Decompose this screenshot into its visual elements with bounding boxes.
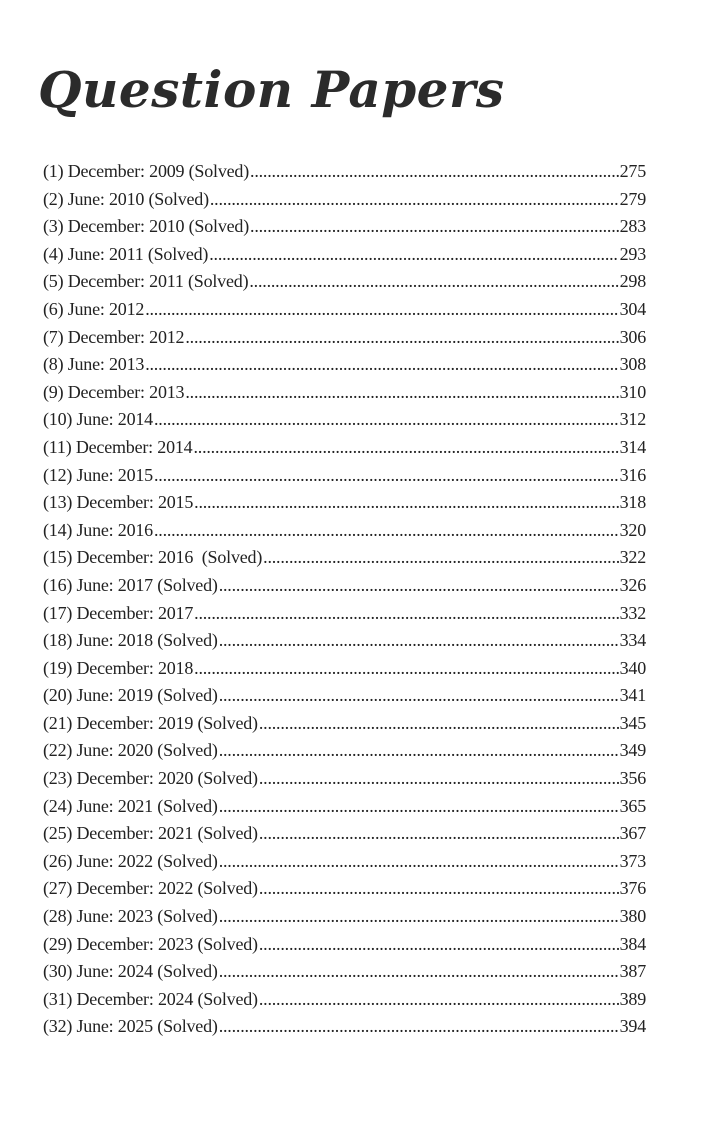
toc-entry bbox=[43, 627, 646, 655]
toc-entry-label: (6) June: 2012 bbox=[43, 298, 145, 319]
dot-leader bbox=[219, 627, 619, 655]
toc-entry-label: (29) December: 2023 (Solved) bbox=[43, 933, 258, 954]
toc-entry-page-number: 367 bbox=[619, 823, 646, 844]
toc-entry bbox=[43, 903, 646, 931]
toc-entry-page-number: 356 bbox=[619, 768, 646, 789]
toc-entry-label: (15) December: 2016 (Solved) bbox=[43, 547, 263, 568]
toc-entry-label: (25) December: 2021 (Solved) bbox=[43, 823, 258, 844]
table-of-contents bbox=[43, 158, 646, 1041]
toc-entry bbox=[43, 241, 646, 269]
toc-entry bbox=[43, 186, 646, 214]
toc-entry-page-number: 340 bbox=[619, 657, 646, 678]
dot-leader bbox=[259, 820, 619, 848]
toc-entry bbox=[43, 986, 646, 1014]
toc-entry-label: (1) December: 2009 (Solved) bbox=[43, 161, 250, 181]
toc-entry bbox=[43, 517, 646, 545]
toc-entry-page-number: 306 bbox=[619, 326, 646, 347]
toc-entry bbox=[43, 682, 646, 710]
toc-entry-label: (5) December: 2011 (Solved) bbox=[43, 271, 249, 292]
toc-entry-page-number: 334 bbox=[619, 630, 646, 651]
toc-entry-page-number: 376 bbox=[619, 878, 646, 899]
dot-leader bbox=[259, 765, 619, 793]
toc-entry bbox=[43, 434, 646, 462]
dot-leader bbox=[249, 268, 618, 296]
toc-entry bbox=[43, 296, 646, 324]
dot-leader bbox=[194, 655, 618, 683]
dot-leader bbox=[154, 462, 619, 490]
toc-entry-label: (17) December: 2017 bbox=[43, 602, 194, 623]
toc-entry-label: (22) June: 2020 (Solved) bbox=[43, 740, 218, 761]
toc-entry-label: (31) December: 2024 (Solved) bbox=[43, 988, 258, 1009]
dot-leader bbox=[185, 379, 618, 407]
dot-leader bbox=[219, 903, 619, 931]
toc-entry-page-number: 332 bbox=[619, 602, 646, 623]
dot-leader bbox=[185, 324, 618, 352]
toc-entry-page-number: 349 bbox=[619, 740, 646, 761]
toc-entry-page-number: 389 bbox=[619, 988, 646, 1009]
toc-entry-label: (26) June: 2022 (Solved) bbox=[43, 850, 218, 871]
toc-entry bbox=[43, 655, 646, 683]
toc-entry bbox=[43, 572, 646, 600]
toc-entry-page-number: 380 bbox=[619, 906, 646, 927]
dot-leader bbox=[259, 986, 619, 1014]
toc-entry-page-number: 387 bbox=[619, 961, 646, 982]
toc-entry-page-number: 312 bbox=[619, 409, 646, 430]
toc-entry bbox=[43, 958, 646, 986]
toc-entry-page-number: 345 bbox=[619, 712, 646, 733]
toc-entry-page-number: 394 bbox=[619, 1016, 646, 1037]
dot-leader bbox=[259, 875, 619, 903]
dot-leader bbox=[145, 351, 618, 379]
toc-entry-page-number: 293 bbox=[619, 243, 646, 264]
toc-entry-label: (30) June: 2024 (Solved) bbox=[43, 961, 218, 982]
dot-leader bbox=[145, 296, 618, 324]
toc-entry-label: (13) December: 2015 bbox=[43, 492, 194, 513]
toc-entry-page-number: 341 bbox=[619, 685, 646, 706]
dot-leader bbox=[250, 158, 619, 186]
toc-entry bbox=[43, 351, 646, 379]
toc-entry bbox=[43, 737, 646, 765]
toc-entry bbox=[43, 379, 646, 407]
toc-entry bbox=[43, 213, 646, 241]
dot-leader bbox=[154, 406, 619, 434]
toc-entry bbox=[43, 324, 646, 352]
toc-entry bbox=[43, 1013, 646, 1041]
dot-leader bbox=[219, 737, 619, 765]
toc-entry-label: (32) June: 2025 (Solved) bbox=[43, 1016, 218, 1037]
toc-entry-label: (14) June: 2016 bbox=[43, 519, 153, 540]
dot-leader bbox=[219, 793, 619, 821]
page-title: Question Papers bbox=[38, 60, 505, 119]
toc-entry bbox=[43, 820, 646, 848]
toc-entry-label: (23) December: 2020 (Solved) bbox=[43, 768, 258, 789]
toc-entry-page-number: 326 bbox=[619, 574, 646, 595]
toc-entry-page-number: 320 bbox=[619, 519, 646, 540]
toc-entry-page-number: 310 bbox=[619, 381, 646, 402]
toc-entry-label: (27) December: 2022 (Solved) bbox=[43, 878, 258, 899]
dot-leader bbox=[263, 544, 618, 572]
toc-entry-label: (3) December: 2010 (Solved) bbox=[43, 216, 250, 237]
toc-entry-page-number: 373 bbox=[619, 850, 646, 871]
toc-entry-label: (4) June: 2011 (Solved) bbox=[43, 243, 209, 264]
toc-entry-label: (28) June: 2023 (Solved) bbox=[43, 906, 218, 927]
toc-entry bbox=[43, 848, 646, 876]
dot-leader bbox=[219, 572, 619, 600]
toc-entry-page-number: 275 bbox=[619, 161, 646, 181]
toc-entry bbox=[43, 544, 646, 572]
dot-leader bbox=[259, 710, 619, 738]
dot-leader bbox=[219, 1013, 619, 1041]
dot-leader bbox=[154, 517, 619, 545]
dot-leader bbox=[219, 848, 619, 876]
toc-entry-page-number: 318 bbox=[619, 492, 646, 513]
dot-leader bbox=[194, 600, 618, 628]
dot-leader bbox=[219, 958, 619, 986]
toc-entry-label: (2) June: 2010 (Solved) bbox=[43, 188, 209, 209]
toc-entry-page-number: 365 bbox=[619, 795, 646, 816]
toc-entry-label: (12) June: 2015 bbox=[43, 464, 153, 485]
dot-leader bbox=[259, 931, 619, 959]
toc-entry-page-number: 308 bbox=[619, 354, 646, 375]
dot-leader bbox=[209, 241, 618, 269]
dot-leader bbox=[250, 213, 619, 241]
toc-entry bbox=[43, 875, 646, 903]
toc-entry-label: (24) June: 2021 (Solved) bbox=[43, 795, 218, 816]
toc-entry-label: (21) December: 2019 (Solved) bbox=[43, 712, 258, 733]
dot-leader bbox=[210, 186, 619, 214]
toc-entry-page-number: 384 bbox=[619, 933, 646, 954]
toc-entry bbox=[43, 462, 646, 490]
toc-entry-label: (10) June: 2014 bbox=[43, 409, 153, 430]
toc-entry bbox=[43, 793, 646, 821]
toc-entry bbox=[43, 765, 646, 793]
toc-entry bbox=[43, 158, 646, 186]
toc-entry-label: (19) December: 2018 bbox=[43, 657, 194, 678]
dot-leader bbox=[194, 489, 618, 517]
toc-entry-label: (8) June: 2013 bbox=[43, 354, 145, 375]
toc-entry-page-number: 298 bbox=[619, 271, 646, 292]
toc-entry-page-number: 322 bbox=[619, 547, 646, 568]
toc-entry-page-number: 283 bbox=[619, 216, 646, 237]
toc-entry-label: (9) December: 2013 bbox=[43, 381, 185, 402]
toc-entry-label: (18) June: 2018 (Solved) bbox=[43, 630, 218, 651]
toc-entry bbox=[43, 710, 646, 738]
dot-leader bbox=[219, 682, 619, 710]
toc-entry-label: (11) December: 2014 bbox=[43, 436, 193, 457]
toc-entry-page-number: 316 bbox=[619, 464, 646, 485]
toc-entry-page-number: 279 bbox=[619, 188, 646, 209]
toc-entry-page-number: 304 bbox=[619, 298, 646, 319]
toc-entry bbox=[43, 489, 646, 517]
toc-entry bbox=[43, 406, 646, 434]
toc-entry-label: (20) June: 2019 (Solved) bbox=[43, 685, 218, 706]
toc-entry bbox=[43, 600, 646, 628]
dot-leader bbox=[193, 434, 618, 462]
toc-entry bbox=[43, 268, 646, 296]
toc-entry-page-number: 314 bbox=[619, 436, 646, 457]
toc-entry-label: (16) June: 2017 (Solved) bbox=[43, 574, 218, 595]
toc-entry-label: (7) December: 2012 bbox=[43, 326, 185, 347]
toc-entry bbox=[43, 931, 646, 959]
